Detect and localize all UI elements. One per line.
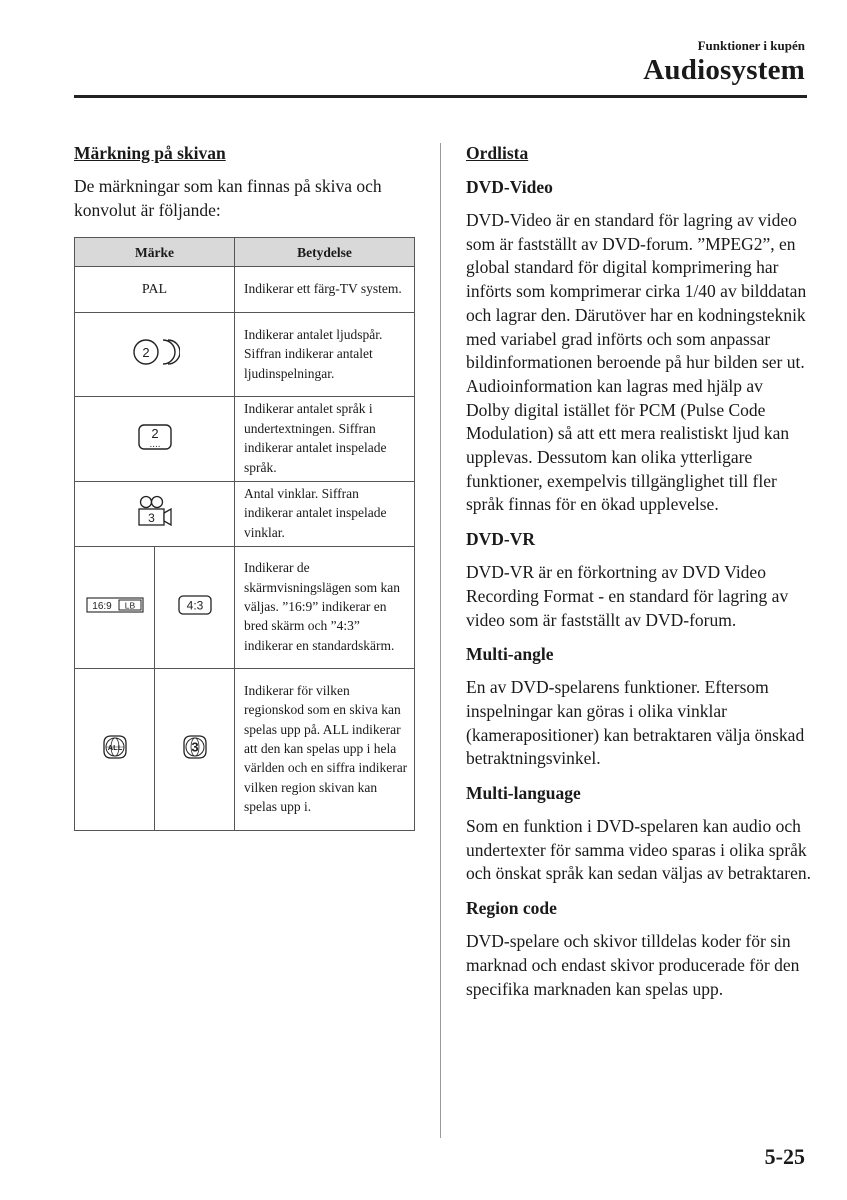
glossary-definition: Som en funktion i DVD-spelaren kan audio och undertexter för samma video sparas i olika språk och önskat språk kan sedan väljas av betraktaren. — [466, 816, 812, 884]
glossary-definition: En av DVD-spelarens funktioner. Eftersom inspelningar kan göras i olika vinklar (kamerapositioner) kan betraktaren välja önskad betraktningsvinkel. — [466, 677, 805, 769]
mark-region-all-cell — [75, 669, 155, 831]
svg-text:....: .... — [148, 438, 161, 450]
table-header-row — [75, 238, 415, 267]
mark-standard-screen-cell — [155, 547, 235, 669]
mark-audio-cell — [75, 313, 235, 397]
region-number-label: 3 — [190, 739, 199, 755]
audio-tracks-icon — [130, 337, 180, 367]
widescreen-letterbox-icon — [86, 596, 144, 614]
left-column — [74, 142, 416, 831]
glossary-term: Multi-language — [466, 783, 581, 804]
table-row — [75, 547, 415, 669]
glossary-entry-dvd-video — [466, 176, 811, 517]
column-header-meaning: Betydelse — [235, 238, 415, 267]
right-column — [466, 142, 811, 1001]
mark-subtitles-cell — [75, 397, 235, 482]
table-row — [75, 313, 415, 397]
mark-pal: PAL — [75, 267, 235, 313]
glossary-term: DVD-Video — [466, 177, 553, 197]
meaning-cell: Indikerar antalet ljudspår. Siffran indikerar antalet ljudinspelningar. — [235, 313, 415, 397]
glossary-definition: DVD-spelare och skivor tilldelas koder för sin marknad och endast skivor producerade för den specifika marknaden kan spelas upp. — [466, 931, 800, 999]
meaning-cell: Indikerar de skärmvisningslägen som kan väljas. ”16:9” indikerar en bred skärm och ”4:3” indikerar en standardskärm. — [235, 547, 415, 669]
glossary-definition: DVD-Video är en standard för lagring av video som är fastställt av DVD-forum. ”MPEG2”, en global standard för digital komprimering har införts som komprimerar cirka 1/40 av bilddatan och lagrar den. Därutöver har en kodningsteknik med variabel grad införts och som anpassar bildinformationen beroende på hur bilden ser ut. Audioinformation kan lagras med hjälp av Dolby digital istället för PCM (Pulse Code Modulation) så att ett mera realistiskt ljud kan upplevas. Dessutom kan olika ytterligare funktioner, exempelvis tillgänglighet till fler språk finnas för en ökad upplevelse. — [466, 210, 807, 515]
disc-markings-intro: De märkningar som kan finnas på skiva och konvolut är följande: — [74, 176, 382, 220]
glossary-term: DVD-VR — [466, 529, 536, 550]
subtitles-icon — [135, 422, 175, 452]
standard-ratio-label: 4:3 — [186, 598, 203, 613]
glossary-entry-multi-angle — [466, 643, 811, 771]
header-section-label: Funktioner i kupén — [697, 38, 805, 53]
standard-screen-icon — [177, 594, 213, 616]
table-row — [75, 669, 415, 831]
glossary-entry-dvd-vr — [466, 528, 811, 632]
glossary-entry-region-code — [466, 897, 811, 1001]
camera-angle-count: 3 — [147, 511, 155, 526]
table-row — [75, 267, 415, 313]
camera-angle-icon — [134, 494, 176, 528]
column-header-mark: Märke — [75, 238, 235, 267]
table-row — [75, 482, 415, 547]
meaning-cell: Indikerar ett färg-TV system. — [235, 267, 415, 313]
table-row — [75, 397, 415, 482]
region-number-globe-icon — [181, 733, 209, 761]
meaning-cell: Indikerar för vilken regionskod som en skiva kan spelas upp på. ALL indikerar att den kan spelas upp i hela världen och en siffra indikerar vilken region skivan kan spelas upp i. — [235, 669, 415, 831]
glossary-entry-multi-language — [466, 782, 811, 886]
subtitles-count: 2 — [150, 425, 159, 441]
region-all-globe-icon — [101, 733, 129, 761]
page-number: 5-25 — [764, 1144, 805, 1169]
mark-camera-cell — [75, 482, 235, 547]
glossary-term: Multi-angle — [466, 644, 554, 665]
disc-markings-heading: Märkning på skivan — [74, 143, 226, 163]
header-rule — [74, 95, 807, 98]
audio-tracks-count: 2 — [141, 345, 150, 361]
column-divider — [440, 143, 441, 1138]
mark-region-number-cell — [155, 669, 235, 831]
page-title: Audiosystem — [643, 54, 805, 86]
glossary-term: Region code — [466, 898, 557, 919]
letterbox-label: LB — [124, 600, 135, 611]
meaning-cell: Indikerar antalet språk i undertextningen. Siffran indikerar antalet inspelade språk. — [235, 397, 415, 482]
widescreen-ratio-label: 16:9 — [91, 601, 112, 613]
glossary-heading: Ordlista — [466, 143, 529, 163]
disc-markings-table — [74, 237, 415, 831]
glossary-definition: DVD-VR är en förkortning av DVD Video Recording Format - en standard för lagring av video som är fastställt av DVD-forum. — [466, 562, 789, 630]
region-all-label: ALL — [107, 743, 122, 753]
meaning-cell: Antal vinklar. Siffran indikerar antalet inspelade vinklar. — [235, 482, 415, 547]
mark-widescreen-cell — [75, 547, 155, 669]
